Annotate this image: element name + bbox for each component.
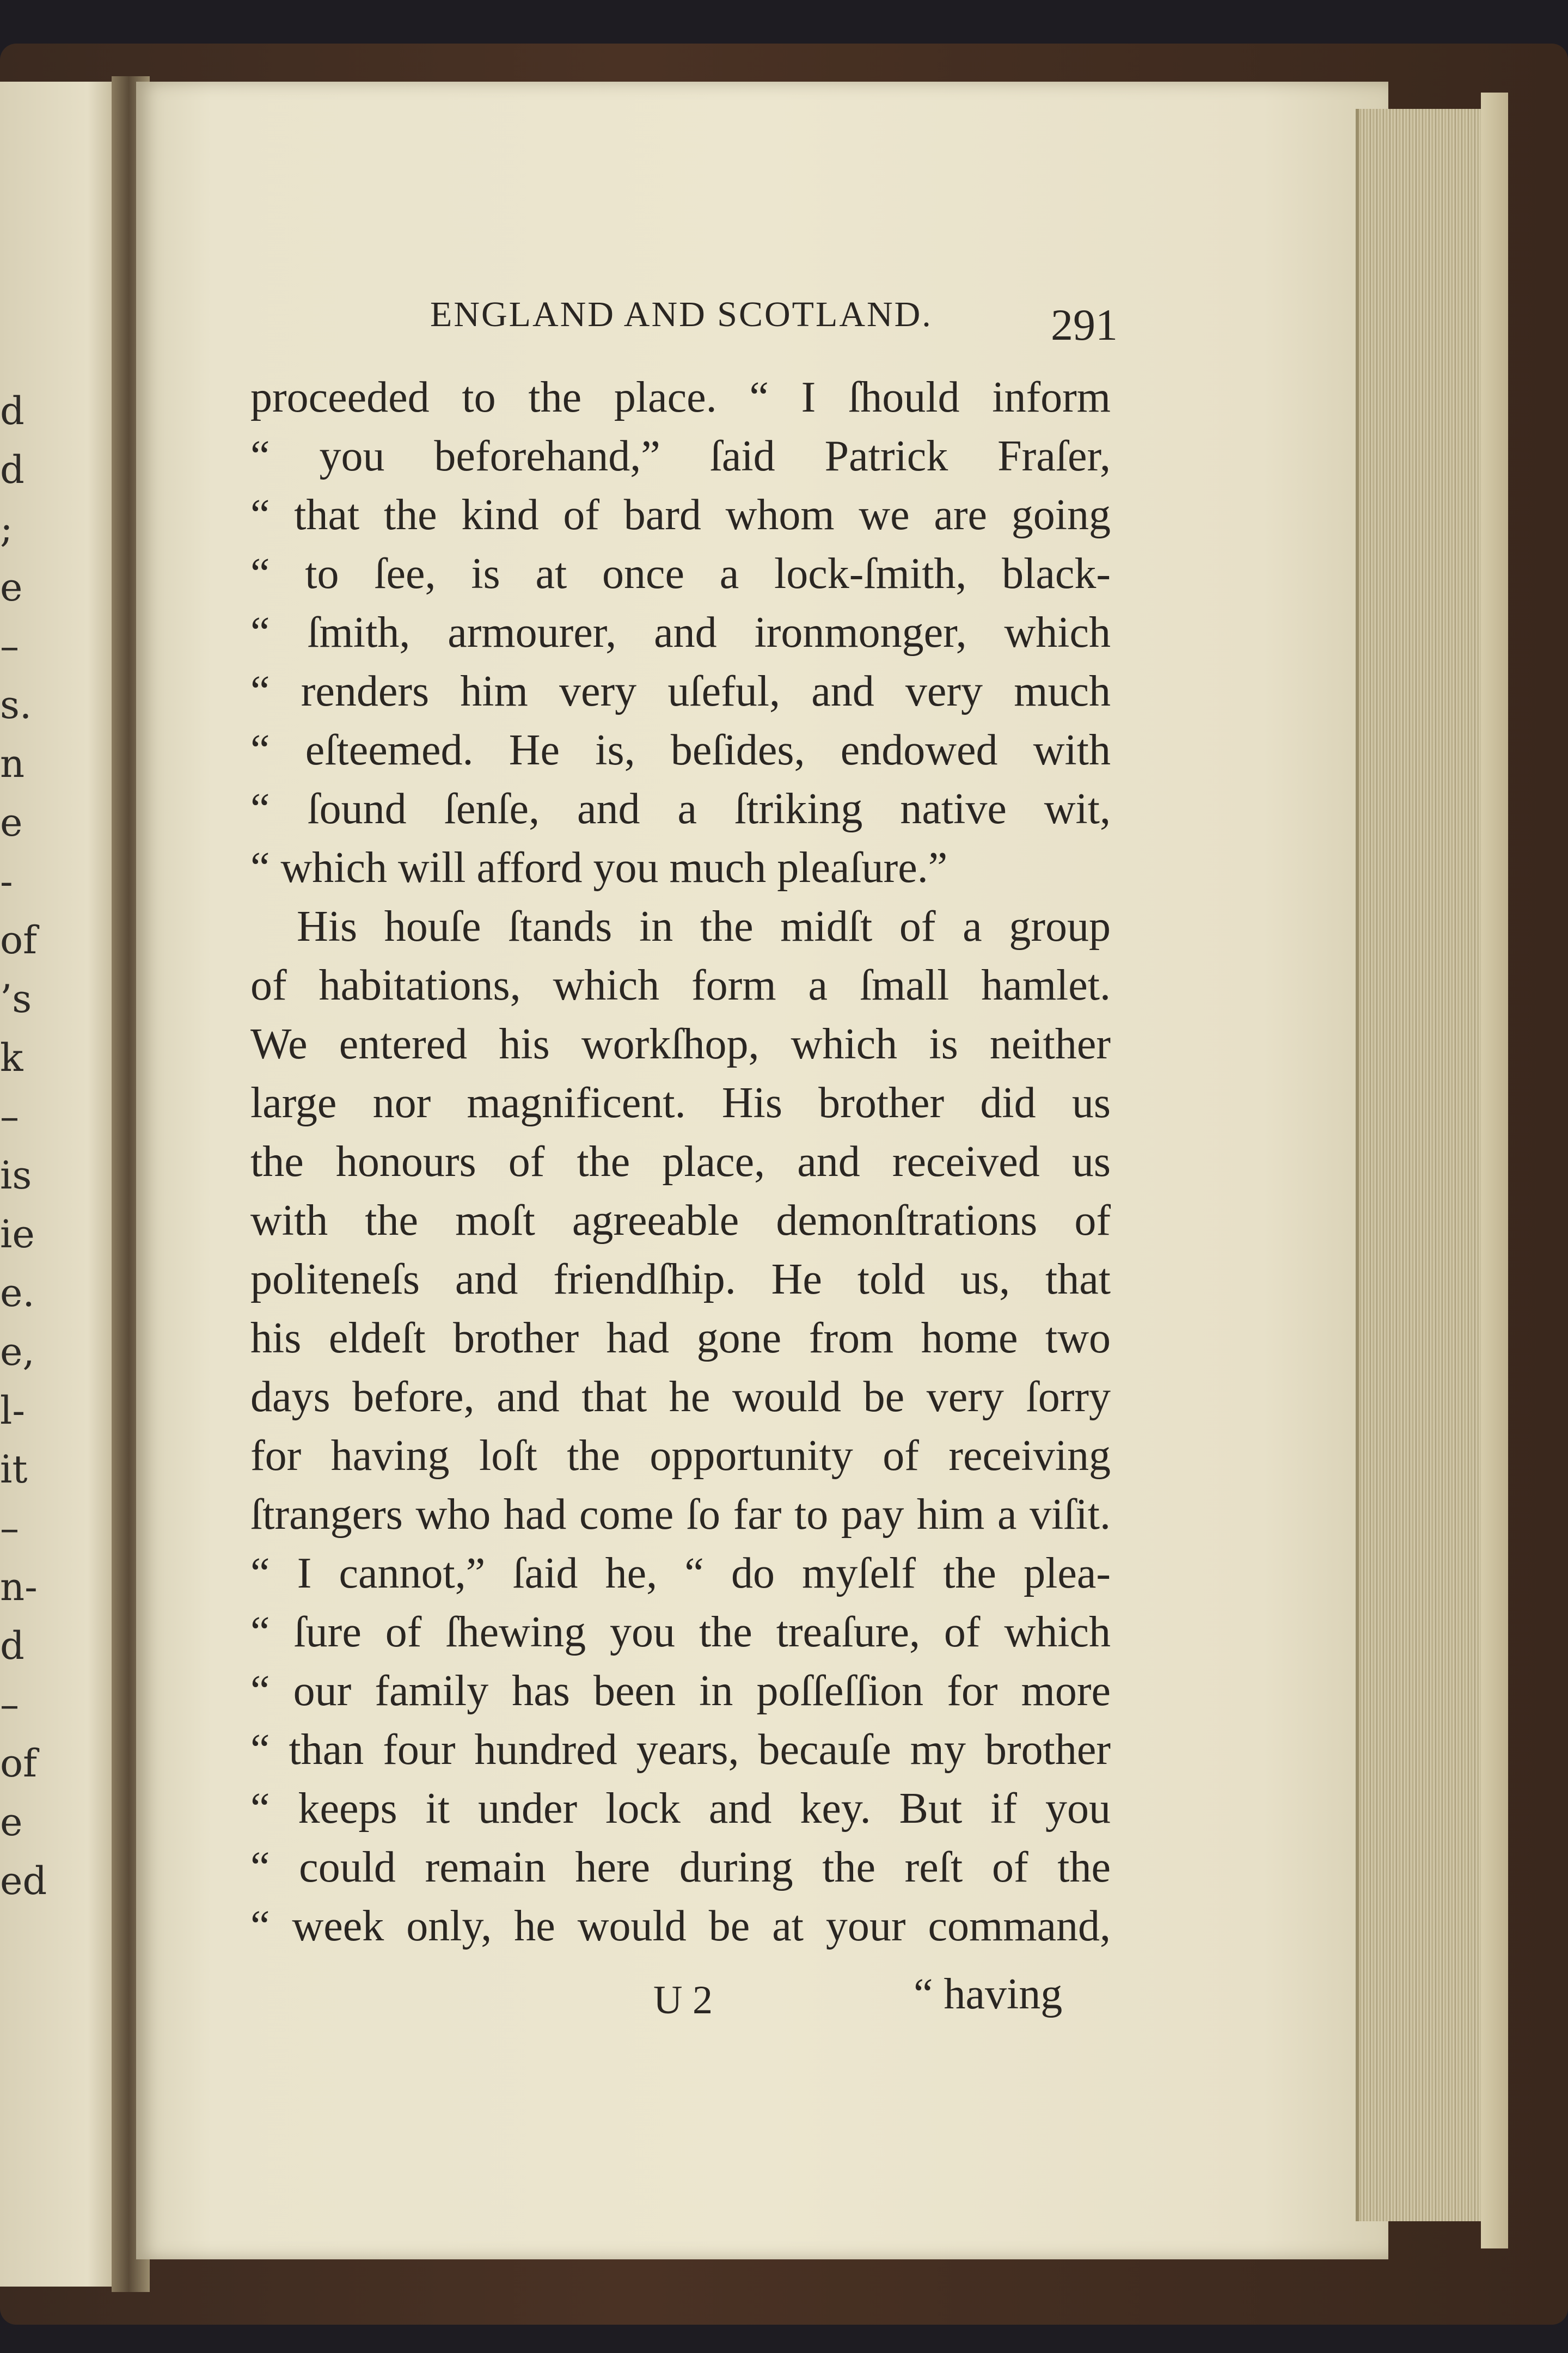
body-line: large nor magnificent. His brother did us bbox=[250, 1079, 1111, 1127]
signature-mark: U 2 bbox=[653, 1978, 713, 2023]
left-page-fragment: s. bbox=[0, 683, 32, 727]
left-page-fragment: e bbox=[0, 1800, 23, 1845]
body-line: “ than four hundred years, becauſe my brother bbox=[250, 1726, 1111, 1774]
left-page-fragment: d bbox=[0, 1623, 24, 1668]
body-line: proceeded to the place. “ I ſhould inform bbox=[250, 373, 1111, 421]
body-line: “ ſure of ſhewing you the treaſure, of which bbox=[250, 1608, 1111, 1656]
body-line: “ could remain here during the reſt of the bbox=[250, 1843, 1111, 1891]
left-page-fragment: of bbox=[0, 918, 38, 963]
body-line: “ renders him very uſeful, and very much bbox=[250, 667, 1111, 715]
left-page-fragment: e bbox=[0, 565, 23, 610]
left-page bbox=[0, 82, 125, 2287]
left-page-fragment: ’s bbox=[0, 977, 32, 1021]
body-line: for having loſt the opportunity of receiving bbox=[250, 1432, 1111, 1480]
left-page-fragment: – bbox=[0, 1094, 19, 1139]
left-page-fragment: l- bbox=[0, 1388, 26, 1433]
body-line: “ to ſee, is at once a lock-ſmith, black- bbox=[250, 550, 1111, 598]
body-line: We entered his workſhop, which is neither bbox=[250, 1020, 1111, 1068]
left-page-fragment: e, bbox=[0, 1329, 35, 1374]
body-line: “ week only, he would be at your command, bbox=[250, 1902, 1111, 1950]
body-line: “ I cannot,” ſaid he, “ do myſelf the plea- bbox=[250, 1549, 1111, 1597]
left-page-fragment: e. bbox=[0, 1271, 35, 1315]
body-line: “ ſmith, armourer, and ironmonger, which bbox=[250, 609, 1111, 657]
left-page-fragment: e bbox=[0, 800, 23, 845]
left-page-fragment: – bbox=[0, 624, 19, 669]
body-line: ſtrangers who had come ſo far to pay him a viſit. bbox=[250, 1491, 1111, 1539]
body-line: His houſe ſtands in the midſt of a group bbox=[297, 903, 1111, 951]
body-line: days before, and that he would be very ſorry bbox=[250, 1373, 1111, 1421]
body-line: “ keeps it under lock and key. But if you bbox=[250, 1785, 1111, 1833]
body-line: “ that the kind of bard whom we are going bbox=[250, 491, 1111, 539]
left-page-fragment: it bbox=[0, 1447, 28, 1492]
left-page-fragment: - bbox=[0, 859, 13, 904]
left-page-fragment: – bbox=[0, 1506, 19, 1551]
page-number: 291 bbox=[1051, 300, 1118, 350]
body-line: “ which will afford you much pleaſure.” bbox=[250, 844, 948, 892]
left-page-fragment: ; bbox=[0, 506, 13, 551]
left-page-fragment: n- bbox=[0, 1565, 38, 1609]
page-edges-outer bbox=[1481, 93, 1508, 2248]
body-line: politeneſs and friendſhip. He told us, that bbox=[250, 1255, 1111, 1303]
left-page-fragment: ed bbox=[0, 1859, 47, 1903]
left-page-fragment: is bbox=[0, 1153, 32, 1198]
body-line: his eldeſt brother had gone from home two bbox=[250, 1314, 1111, 1362]
running-head: ENGLAND AND SCOTLAND. bbox=[430, 295, 933, 334]
left-page-fragment: n bbox=[0, 742, 25, 786]
body-line: the honours of the place, and received us bbox=[250, 1138, 1111, 1186]
left-page-fragment: ie bbox=[0, 1212, 35, 1257]
page-edges bbox=[1356, 109, 1484, 2221]
body-line: “ ſound ſenſe, and a ſtriking native wit, bbox=[250, 785, 1111, 833]
body-line: “ you beforehand,” ſaid Patrick Fraſer, bbox=[250, 432, 1111, 480]
body-line: with the moſt agreeable demonſtrations of bbox=[250, 1197, 1111, 1245]
left-page-fragment: d bbox=[0, 448, 24, 492]
left-page-fragment: – bbox=[0, 1682, 19, 1727]
left-page-fragment: of bbox=[0, 1741, 38, 1786]
left-page-fragment: d bbox=[0, 389, 24, 433]
catchword: “ having bbox=[914, 1970, 1063, 2018]
body-line: “ our family has been in poſſeſſion for more bbox=[250, 1667, 1111, 1715]
body-line: of habitations, which form a ſmall hamlet. bbox=[250, 961, 1111, 1009]
body-line: “ eſteemed. He is, beſides, endowed with bbox=[250, 726, 1111, 774]
left-page-fragment: k bbox=[0, 1035, 23, 1080]
